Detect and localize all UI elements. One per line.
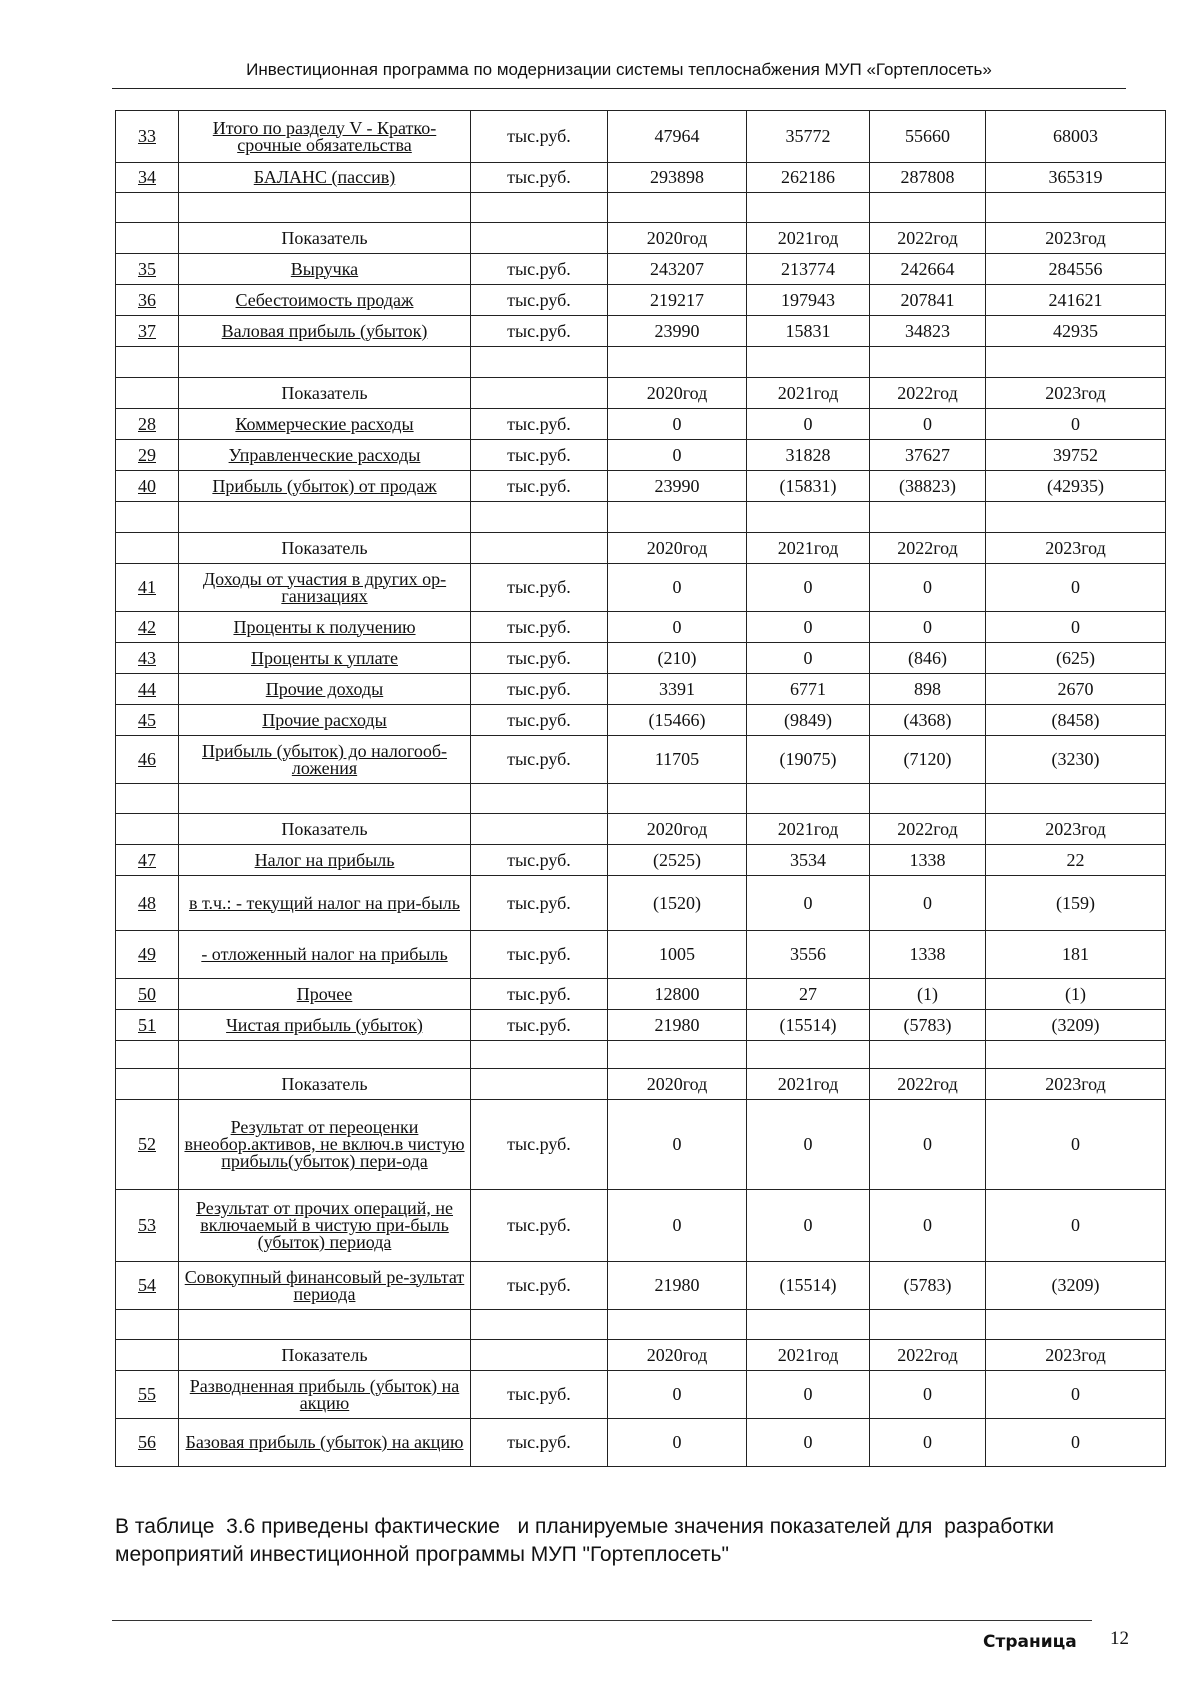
empty-cell	[471, 1069, 608, 1100]
year-header-cell: 2022год	[870, 378, 986, 409]
indicator-name-cell: Прочее	[179, 979, 471, 1010]
value-cell: 0	[747, 1190, 870, 1262]
year-header-cell: 2021год	[747, 1069, 870, 1100]
value-cell: 293898	[608, 163, 747, 193]
value-cell: 0	[747, 564, 870, 612]
document-header	[112, 60, 1126, 89]
empty-cell	[870, 347, 986, 378]
value-cell: (2525)	[608, 845, 747, 876]
empty-cell	[471, 784, 608, 814]
indicator-name-cell: - отложенный налог на прибыль	[179, 931, 471, 979]
empty-cell	[608, 502, 747, 533]
value-cell: 55660	[870, 111, 986, 163]
table-row	[116, 845, 1166, 876]
empty-cell	[179, 502, 471, 533]
table-row	[116, 979, 1166, 1010]
table-header-row	[116, 223, 1166, 254]
value-cell: 0	[870, 409, 986, 440]
value-cell: (7120)	[870, 736, 986, 784]
value-cell: (15466)	[608, 705, 747, 736]
empty-cell	[471, 1340, 608, 1371]
table-row	[116, 254, 1166, 285]
value-cell: (625)	[986, 643, 1166, 674]
table-header-row	[116, 533, 1166, 564]
unit-cell: тыс.руб.	[471, 1371, 608, 1419]
empty-cell	[471, 378, 608, 409]
unit-cell: тыс.руб.	[471, 612, 608, 643]
value-cell: 0	[747, 643, 870, 674]
value-cell: (1)	[986, 979, 1166, 1010]
year-header-cell: 2020год	[608, 223, 747, 254]
table-row	[116, 1371, 1166, 1419]
row-number-cell: 29	[116, 440, 179, 471]
value-cell: (1520)	[608, 876, 747, 931]
table-spacer-row	[116, 502, 1166, 533]
table-header-row	[116, 378, 1166, 409]
empty-cell	[116, 814, 179, 845]
value-cell: 22	[986, 845, 1166, 876]
value-cell: 0	[608, 564, 747, 612]
empty-cell	[116, 1069, 179, 1100]
empty-cell	[471, 814, 608, 845]
row-number-cell: 54	[116, 1262, 179, 1310]
row-number-cell: 48	[116, 876, 179, 931]
indicator-name-cell: Валовая прибыль (убыток)	[179, 316, 471, 347]
table-row	[116, 1419, 1166, 1467]
footer-rule	[112, 1620, 1092, 1621]
value-cell: 0	[608, 409, 747, 440]
value-cell: 0	[986, 1419, 1166, 1467]
empty-cell	[471, 223, 608, 254]
row-number-cell: 35	[116, 254, 179, 285]
value-cell: 207841	[870, 285, 986, 316]
indicator-header-cell: Показатель	[179, 814, 471, 845]
value-cell: 0	[747, 1371, 870, 1419]
unit-cell: тыс.руб.	[471, 254, 608, 285]
table-row	[116, 163, 1166, 193]
value-cell: 0	[747, 1419, 870, 1467]
empty-cell	[986, 784, 1166, 814]
row-number-cell: 47	[116, 845, 179, 876]
value-cell: 3534	[747, 845, 870, 876]
empty-cell	[116, 502, 179, 533]
table-row	[116, 612, 1166, 643]
empty-cell	[747, 347, 870, 378]
table-row	[116, 674, 1166, 705]
value-cell: 68003	[986, 111, 1166, 163]
financial-indicators-table	[115, 110, 1166, 1467]
value-cell: (159)	[986, 876, 1166, 931]
table-row	[116, 736, 1166, 784]
empty-cell	[608, 784, 747, 814]
empty-cell	[179, 193, 471, 223]
value-cell: 0	[986, 1100, 1166, 1190]
value-cell: (8458)	[986, 705, 1166, 736]
table-row	[116, 1010, 1166, 1041]
value-cell: (5783)	[870, 1262, 986, 1310]
value-cell: 42935	[986, 316, 1166, 347]
value-cell: (38823)	[870, 471, 986, 502]
value-cell: 0	[747, 409, 870, 440]
empty-cell	[747, 502, 870, 533]
unit-cell: тыс.руб.	[471, 316, 608, 347]
table-row	[116, 1262, 1166, 1310]
empty-cell	[986, 1310, 1166, 1340]
unit-cell: тыс.руб.	[471, 736, 608, 784]
unit-cell: тыс.руб.	[471, 845, 608, 876]
empty-cell	[116, 533, 179, 564]
value-cell: 27	[747, 979, 870, 1010]
empty-cell	[116, 193, 179, 223]
value-cell: 3391	[608, 674, 747, 705]
indicator-name-cell: Совокупный финансовый ре-зультат периода	[179, 1262, 471, 1310]
value-cell: 47964	[608, 111, 747, 163]
empty-cell	[986, 1041, 1166, 1069]
table-row	[116, 876, 1166, 931]
empty-cell	[986, 347, 1166, 378]
empty-cell	[116, 378, 179, 409]
empty-cell	[116, 1310, 179, 1340]
value-cell: (3209)	[986, 1010, 1166, 1041]
indicator-name-cell: Итого по разделу V - Кратко-срочные обязательства	[179, 111, 471, 163]
table-row	[116, 316, 1166, 347]
unit-cell: тыс.руб.	[471, 111, 608, 163]
empty-cell	[608, 1310, 747, 1340]
year-header-cell: 2022год	[870, 1069, 986, 1100]
table-row	[116, 111, 1166, 163]
value-cell: 0	[608, 612, 747, 643]
empty-cell	[179, 1041, 471, 1069]
indicator-name-cell: Коммерческие расходы	[179, 409, 471, 440]
value-cell: 242664	[870, 254, 986, 285]
year-header-cell: 2023год	[986, 1340, 1166, 1371]
empty-cell	[608, 1041, 747, 1069]
unit-cell: тыс.руб.	[471, 1100, 608, 1190]
empty-cell	[471, 347, 608, 378]
row-number-cell: 40	[116, 471, 179, 502]
value-cell: 31828	[747, 440, 870, 471]
empty-cell	[747, 193, 870, 223]
unit-cell: тыс.руб.	[471, 643, 608, 674]
empty-cell	[471, 502, 608, 533]
empty-cell	[870, 1041, 986, 1069]
row-number-cell: 45	[116, 705, 179, 736]
unit-cell: тыс.руб.	[471, 440, 608, 471]
row-number-cell: 51	[116, 1010, 179, 1041]
table-header-row	[116, 814, 1166, 845]
year-header-cell: 2023год	[986, 814, 1166, 845]
footer-page-label: Страница	[983, 1632, 1077, 1652]
indicator-name-cell: Результат от прочих операций, не включаемый в чистую при-быль (убыток) периода	[179, 1190, 471, 1262]
unit-cell: тыс.руб.	[471, 705, 608, 736]
row-number-cell: 55	[116, 1371, 179, 1419]
indicator-name-cell: Базовая прибыль (убыток) на акцию	[179, 1419, 471, 1467]
value-cell: 23990	[608, 316, 747, 347]
value-cell: (9849)	[747, 705, 870, 736]
value-cell: 15831	[747, 316, 870, 347]
value-cell: 365319	[986, 163, 1166, 193]
value-cell: (3230)	[986, 736, 1166, 784]
table-spacer-row	[116, 347, 1166, 378]
year-header-cell: 2022год	[870, 223, 986, 254]
value-cell: (3209)	[986, 1262, 1166, 1310]
value-cell: 0	[870, 1100, 986, 1190]
indicator-header-cell: Показатель	[179, 223, 471, 254]
year-header-cell: 2020год	[608, 533, 747, 564]
unit-cell: тыс.руб.	[471, 163, 608, 193]
value-cell: 0	[986, 1371, 1166, 1419]
row-number-cell: 36	[116, 285, 179, 316]
value-cell: 37627	[870, 440, 986, 471]
table-header-row	[116, 1340, 1166, 1371]
table-row	[116, 440, 1166, 471]
empty-cell	[747, 1310, 870, 1340]
value-cell: (15514)	[747, 1262, 870, 1310]
empty-cell	[179, 784, 471, 814]
indicator-header-cell: Показатель	[179, 1340, 471, 1371]
unit-cell: тыс.руб.	[471, 931, 608, 979]
value-cell: 0	[608, 1419, 747, 1467]
value-cell: 21980	[608, 1262, 747, 1310]
empty-cell	[116, 1340, 179, 1371]
value-cell: (4368)	[870, 705, 986, 736]
value-cell: (210)	[608, 643, 747, 674]
value-cell: 197943	[747, 285, 870, 316]
row-number-cell: 34	[116, 163, 179, 193]
unit-cell: тыс.руб.	[471, 674, 608, 705]
table-row	[116, 285, 1166, 316]
empty-cell	[870, 193, 986, 223]
value-cell: 12800	[608, 979, 747, 1010]
indicator-name-cell: Выручка	[179, 254, 471, 285]
value-cell: 898	[870, 674, 986, 705]
row-number-cell: 56	[116, 1419, 179, 1467]
row-number-cell: 37	[116, 316, 179, 347]
value-cell: 0	[870, 876, 986, 931]
value-cell: 35772	[747, 111, 870, 163]
empty-cell	[471, 1310, 608, 1340]
value-cell: 1338	[870, 845, 986, 876]
value-cell: (15514)	[747, 1010, 870, 1041]
table-row	[116, 705, 1166, 736]
indicator-name-cell: Проценты к уплате	[179, 643, 471, 674]
indicator-header-cell: Показатель	[179, 378, 471, 409]
value-cell: 287808	[870, 163, 986, 193]
indicator-name-cell: Прибыль (убыток) от продаж	[179, 471, 471, 502]
year-header-cell: 2020год	[608, 1340, 747, 1371]
empty-cell	[870, 1310, 986, 1340]
empty-cell	[116, 784, 179, 814]
table-row	[116, 564, 1166, 612]
value-cell: 219217	[608, 285, 747, 316]
unit-cell: тыс.руб.	[471, 876, 608, 931]
table-row	[116, 931, 1166, 979]
unit-cell: тыс.руб.	[471, 1010, 608, 1041]
unit-cell: тыс.руб.	[471, 1262, 608, 1310]
empty-cell	[116, 1041, 179, 1069]
value-cell: 0	[608, 440, 747, 471]
table-spacer-row	[116, 193, 1166, 223]
value-cell: 284556	[986, 254, 1166, 285]
value-cell: 0	[747, 876, 870, 931]
value-cell: 3556	[747, 931, 870, 979]
indicator-name-cell: в т.ч.: - текущий налог на при-быль	[179, 876, 471, 931]
indicator-name-cell: Управленческие расходы	[179, 440, 471, 471]
indicator-name-cell: БАЛАНС (пассив)	[179, 163, 471, 193]
year-header-cell: 2023год	[986, 223, 1166, 254]
indicator-name-cell: Прочие доходы	[179, 674, 471, 705]
empty-cell	[471, 1041, 608, 1069]
value-cell: 262186	[747, 163, 870, 193]
year-header-cell: 2021год	[747, 223, 870, 254]
value-cell: 0	[870, 1371, 986, 1419]
footer-page-number: 12	[1110, 1628, 1129, 1649]
body-paragraph: В таблице 3.6 приведены фактические и планируемые значения показателей для разработки мероприятий инвестиционной программы МУП "Гортеплосеть"	[115, 1515, 1060, 1566]
value-cell: 243207	[608, 254, 747, 285]
empty-cell	[471, 193, 608, 223]
table-spacer-row	[116, 1310, 1166, 1340]
empty-cell	[870, 784, 986, 814]
empty-cell	[116, 223, 179, 254]
value-cell: (1)	[870, 979, 986, 1010]
table-row	[116, 1100, 1166, 1190]
empty-cell	[179, 1310, 471, 1340]
table-row	[116, 409, 1166, 440]
value-cell: 11705	[608, 736, 747, 784]
indicator-name-cell: Прочие расходы	[179, 705, 471, 736]
value-cell: (19075)	[747, 736, 870, 784]
value-cell: 34823	[870, 316, 986, 347]
indicator-name-cell: Проценты к получению	[179, 612, 471, 643]
empty-cell	[608, 193, 747, 223]
empty-cell	[471, 533, 608, 564]
row-number-cell: 53	[116, 1190, 179, 1262]
row-number-cell: 41	[116, 564, 179, 612]
row-number-cell: 49	[116, 931, 179, 979]
row-number-cell: 46	[116, 736, 179, 784]
empty-cell	[179, 347, 471, 378]
unit-cell: тыс.руб.	[471, 1190, 608, 1262]
empty-cell	[116, 347, 179, 378]
year-header-cell: 2021год	[747, 1340, 870, 1371]
year-header-cell: 2020год	[608, 1069, 747, 1100]
row-number-cell: 52	[116, 1100, 179, 1190]
value-cell: 1005	[608, 931, 747, 979]
value-cell: (42935)	[986, 471, 1166, 502]
value-cell: 0	[870, 1190, 986, 1262]
year-header-cell: 2021год	[747, 378, 870, 409]
year-header-cell: 2021год	[747, 814, 870, 845]
row-number-cell: 33	[116, 111, 179, 163]
unit-cell: тыс.руб.	[471, 409, 608, 440]
value-cell: 0	[747, 612, 870, 643]
value-cell: 0	[986, 612, 1166, 643]
indicator-name-cell: Чистая прибыль (убыток)	[179, 1010, 471, 1041]
value-cell: 241621	[986, 285, 1166, 316]
table-header-row	[116, 1069, 1166, 1100]
empty-cell	[986, 502, 1166, 533]
year-header-cell: 2022год	[870, 814, 986, 845]
year-header-cell: 2022год	[870, 1340, 986, 1371]
year-header-cell: 2023год	[986, 378, 1166, 409]
table-row	[116, 1190, 1166, 1262]
value-cell: 0	[608, 1100, 747, 1190]
unit-cell: тыс.руб.	[471, 979, 608, 1010]
year-header-cell: 2020год	[608, 814, 747, 845]
year-header-cell: 2021год	[747, 533, 870, 564]
value-cell: 0	[608, 1371, 747, 1419]
value-cell: 23990	[608, 471, 747, 502]
empty-cell	[747, 1041, 870, 1069]
value-cell: (15831)	[747, 471, 870, 502]
year-header-cell: 2023год	[986, 533, 1166, 564]
value-cell: 0	[747, 1100, 870, 1190]
table-row	[116, 471, 1166, 502]
year-header-cell: 2022год	[870, 533, 986, 564]
value-cell: 0	[986, 1190, 1166, 1262]
row-number-cell: 50	[116, 979, 179, 1010]
document-header-title: Инвестиционная программа по модернизации системы теплоснабжения МУП «Гортеплосеть»	[246, 60, 992, 79]
value-cell: 2670	[986, 674, 1166, 705]
indicator-name-cell: Прибыль (убыток) до налогооб-ложения	[179, 736, 471, 784]
empty-cell	[986, 193, 1166, 223]
year-header-cell: 2020год	[608, 378, 747, 409]
empty-cell	[870, 502, 986, 533]
indicator-name-cell: Разводненная прибыль (убыток) на акцию	[179, 1371, 471, 1419]
indicator-name-cell: Результат от переоценки внеобор.активов, не включ.в чистую прибыль(убыток) пери-ода	[179, 1100, 471, 1190]
row-number-cell: 44	[116, 674, 179, 705]
value-cell: 0	[608, 1190, 747, 1262]
table-row	[116, 643, 1166, 674]
value-cell: 6771	[747, 674, 870, 705]
value-cell: 0	[870, 1419, 986, 1467]
value-cell: 0	[870, 612, 986, 643]
row-number-cell: 43	[116, 643, 179, 674]
indicator-header-cell: Показатель	[179, 533, 471, 564]
indicator-name-cell: Себестоимость продаж	[179, 285, 471, 316]
table-spacer-row	[116, 784, 1166, 814]
value-cell: 39752	[986, 440, 1166, 471]
value-cell: 21980	[608, 1010, 747, 1041]
value-cell: 0	[986, 409, 1166, 440]
value-cell: 1338	[870, 931, 986, 979]
row-number-cell: 28	[116, 409, 179, 440]
year-header-cell: 2023год	[986, 1069, 1166, 1100]
indicator-header-cell: Показатель	[179, 1069, 471, 1100]
indicator-name-cell: Доходы от участия в других ор-ганизациях	[179, 564, 471, 612]
unit-cell: тыс.руб.	[471, 564, 608, 612]
row-number-cell: 42	[116, 612, 179, 643]
empty-cell	[608, 347, 747, 378]
unit-cell: тыс.руб.	[471, 471, 608, 502]
value-cell: (846)	[870, 643, 986, 674]
value-cell: 213774	[747, 254, 870, 285]
indicator-name-cell: Налог на прибыль	[179, 845, 471, 876]
unit-cell: тыс.руб.	[471, 285, 608, 316]
value-cell: 0	[986, 564, 1166, 612]
value-cell: 0	[870, 564, 986, 612]
empty-cell	[747, 784, 870, 814]
table-spacer-row	[116, 1041, 1166, 1069]
unit-cell: тыс.руб.	[471, 1419, 608, 1467]
value-cell: 181	[986, 931, 1166, 979]
value-cell: (5783)	[870, 1010, 986, 1041]
